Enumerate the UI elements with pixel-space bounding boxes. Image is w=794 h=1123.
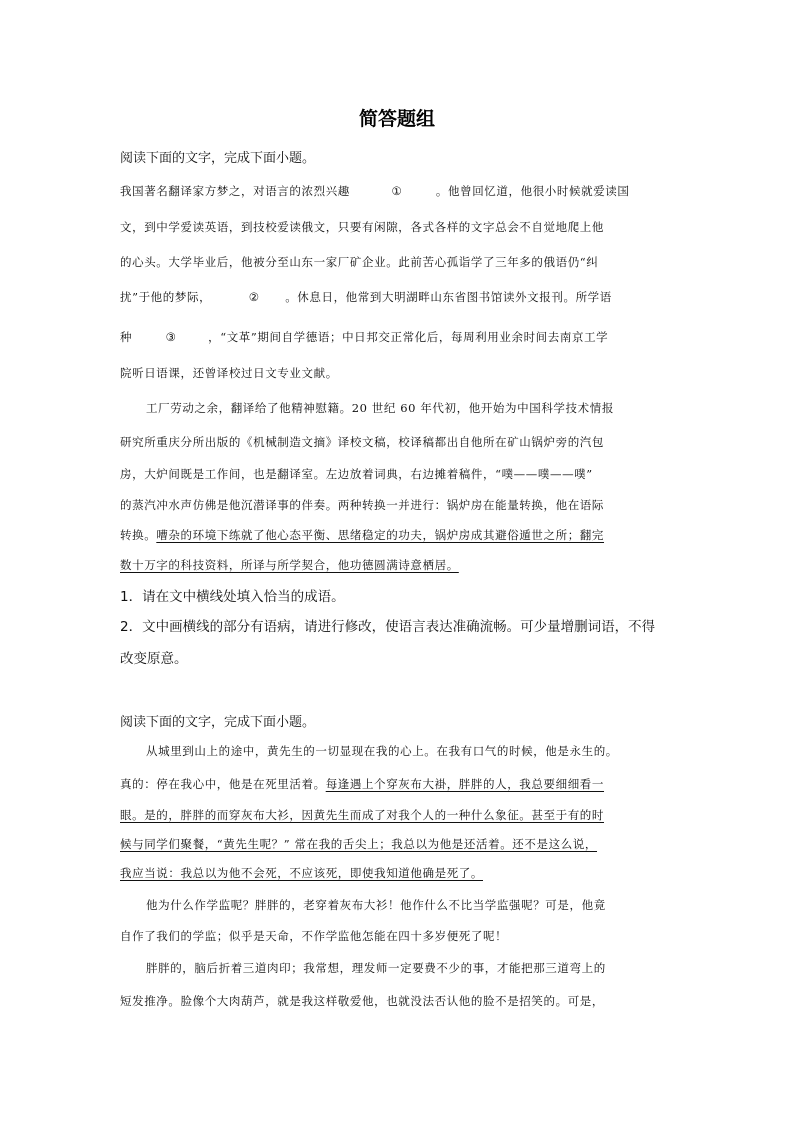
section1-instruction: 阅读下面的文字，完成下面小题。 xyxy=(120,151,316,166)
passage-line: 扰”于他的梦际， ② 。休息日，他常到大明湖畔山东省图书馆读外文报刊。所学语 xyxy=(120,290,612,304)
passage-line: 转换。嘈杂的环境下练就了他心态平衡、思绪稳定的功夫，锅炉房成其避俗遁世之所；翻完 xyxy=(120,528,605,542)
section2-instruction: 阅读下面的文字，完成下面小题。 xyxy=(120,715,316,730)
passage-line: 自作了我们的学监；似乎是天命，不作学监他怎能在四十多岁便死了呢！ xyxy=(120,929,508,943)
passage-line: 院听日语课，还曾译校过日文专业文献。 xyxy=(120,366,338,380)
passage-line: 文，到中学爱读英语，到技校爱读俄文，只要有闲隙，各式各样的文字总会不自觉地爬上他 xyxy=(120,220,604,234)
passage-line: 工厂劳动之余，翻译给了他精神慰籍。20 世纪 60 年代初，他开始为中国科学技术情报 xyxy=(146,401,614,415)
underlined-sentence: 数十万字的科技资料，所译与所学契合，他功德圆满诗意栖居。 xyxy=(120,558,459,572)
passage-line: 房，大炉间既是工作间，也是翻译室。左边放着词典，右边摊着稿件，“噗——噗——噗” xyxy=(120,467,593,481)
underlined-sentence: 眼。是的，胖胖的而穿灰布大衫，因黄先生而成了对我个人的一种什么象征。甚至于有的时 xyxy=(120,808,604,822)
passage-line: 他为什么作学监呢？胖胖的，老穿着灰布大衫！他作什么不比当学监强呢？可是，他竟 xyxy=(146,898,606,912)
passage-line: 研究所重庆分所出版的《机械制造文摘》译校文稿，校译稿都出自他所在矿山锅炉旁的汽包 xyxy=(120,435,604,449)
passage-line xyxy=(120,865,676,881)
passage-line: 真的：停在我心中，他是在死里活着。每逢遇上个穿灰布大褂，胖胖的人，我总要细细看一 xyxy=(120,777,605,791)
underlined-sentence: 每逢遇上个穿灰布大褂，胖胖的人，我总要细细看一 xyxy=(325,777,605,791)
passage-line: 种 ③ ，“文革”期间自学德语；中日邦交正常化后，每周利用业余时间去南京工学 xyxy=(120,330,609,344)
underlined-sentence: 嘈杂的环境下练就了他心态平衡、思绪稳定的功夫，锅炉房成其避俗遁世之所；翻完 xyxy=(156,528,605,542)
passage-line: 从城里到山上的途中，黄先生的一切显现在我的心上。在我有口气的时候，他是永生的。 xyxy=(146,744,618,758)
passage-line: 的心头。大学毕业后，他被分至山东一家厂矿企业。此前苦心孤诣学了三年多的俄语仍“纠 xyxy=(120,255,599,269)
passage-line xyxy=(120,836,676,852)
passage-line: 短发推净。脸像个大肉葫芦，就是我这样敬爱他，也就没法否认他的脸不是招笑的。可是， xyxy=(120,994,604,1008)
passage-line xyxy=(120,557,676,573)
question-2-continued: 改变原意。 xyxy=(120,651,188,667)
underlined-sentence: 候与同学们聚餐，“黄先生呢？” 常在我的舌尖上；我总以为他是还活着。还不是这么说， xyxy=(120,837,598,851)
page-title: 简答题组 xyxy=(358,108,435,130)
underlined-sentence: 我应当说：我总以为他不会死，不应该死，即使我知道他确是死了。 xyxy=(120,866,483,880)
passage-line xyxy=(120,807,676,823)
passage-line: 我国著名翻译家方梦之，对语言的浓烈兴趣 ① 。他曾回忆道，他很小时候就爱读国 xyxy=(120,184,630,198)
question-1: 1．请在文中横线处填入恰当的成语。 xyxy=(120,589,345,605)
passage-line: 胖胖的，脑后折着三道肉印；我常想，理发师一定要费不少的事，才能把那三道弯上的 xyxy=(146,961,606,975)
question-2: 2．文中画横线的部分有语病，请进行修改，使语言表达准确流畅。可少量增删词语，不得 xyxy=(120,619,656,635)
passage-line: 的蒸汽冲水声仿佛是他沉潜译事的伴奏。两种转换一并进行：锅炉房在能量转换，他在语际 xyxy=(120,498,604,512)
